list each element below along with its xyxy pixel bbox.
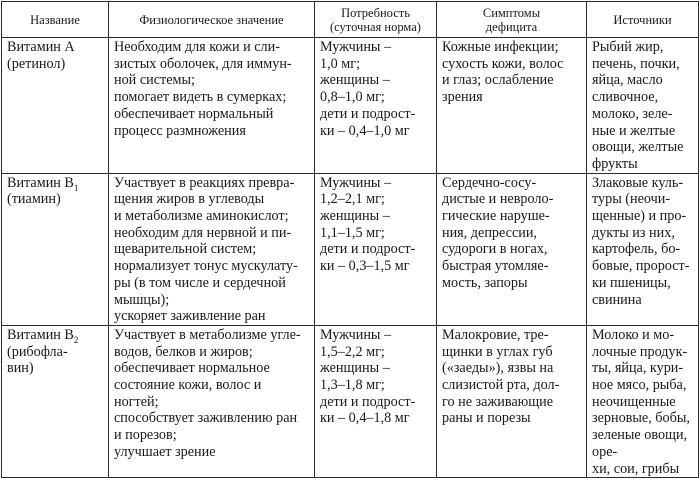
function-item: Участвует в реакциях превра- щения жиров в углеводы и метаболизме аминокислот; xyxy=(114,174,295,225)
header-sources: Источники xyxy=(587,2,699,38)
header-row xyxy=(2,2,699,38)
function-item: помогает видеть в сумерках; xyxy=(114,89,287,106)
header-deficit-line2: дефицита xyxy=(485,19,538,34)
cell-deficit: Кожные инфекции; сухость кожи, волос и глаз; ослабление зрения xyxy=(437,38,587,174)
vitamin-name-text: Витамин В xyxy=(7,326,74,343)
cell-name xyxy=(2,325,109,477)
function-item: ускоряет заживление ран xyxy=(114,308,266,325)
vitamin-name-text: Витамин В xyxy=(7,174,74,191)
table-row xyxy=(2,173,699,325)
cell-deficit: Сердечно-сосу- дистые и невроло- гические наруше- ния, депрессии, судороги в ногах, быстрая утомляе- мость, запоры xyxy=(437,173,587,325)
vitamin-name xyxy=(7,327,103,344)
cell-name xyxy=(2,38,109,174)
cell-function xyxy=(109,325,315,477)
header-function: Физиологическое значение xyxy=(109,2,315,38)
function-item: улучшает зрение xyxy=(114,443,216,460)
function-item: обеспечивает нормальное состояние кожи, волос и ногтей; xyxy=(114,360,270,410)
function-item: необходим для нервной и пи- щеварительной систем; xyxy=(114,224,292,258)
vitamin-table xyxy=(1,1,699,478)
cell-need: Мужчины – 1,0 мг; женщины – 0,8–1,0 мг; дети и подрост- ки – 0,4–1,0 мг xyxy=(315,38,437,174)
cell-sources: Злаковые куль- туры (неочи- щенные) и про- дукты из них, картофель, бо- бовые, пророст- ки пшеницы, свинина xyxy=(587,173,699,325)
vitamin-chemical-name: (тиамин) xyxy=(7,191,61,208)
header-need-line2: (суточная норма) xyxy=(330,19,421,34)
cell-need: Мужчины – 1,2–2,1 мг; женщины – 1,1–1,5 мг; дети и подрост- ки – 0,3–1,5 мг xyxy=(315,173,437,325)
vitamin-chemical-name: (ретинол) xyxy=(7,55,66,72)
vitamin-name-subscript: 2 xyxy=(73,334,79,345)
cell-name xyxy=(2,173,109,325)
vitamin-name xyxy=(7,39,103,56)
function-item: способствует заживлению ран и порезов; xyxy=(114,410,298,444)
vitamin-name xyxy=(7,175,103,192)
function-item: Необходим для кожи и сли- зистых оболочек, для иммун- ной системы; xyxy=(114,39,292,89)
header-name: Название xyxy=(2,2,109,38)
cell-sources: Молоко и мо- лочные продук- ты, яйца, кури- ное мясо, рыба, неочищенные зерновые, бобы, зеленые овощи, оре- хи, сои, грибы xyxy=(587,325,699,477)
vitamin-chemical-name: (рибофла- вин) xyxy=(7,343,68,377)
cell-deficit: Малокровие, тре- щинки в углах губ («заеды»), язвы на слизистой рта, дол- го не заживающие раны и порезы xyxy=(437,325,587,477)
cell-function xyxy=(109,173,315,325)
table-row xyxy=(2,38,699,174)
cell-function xyxy=(109,38,315,174)
function-item: нормализует тонус мускулату- ры (в том числе и сердечной мышцы); xyxy=(114,258,298,308)
header-deficit xyxy=(437,2,587,38)
function-item: Участвует в метаболизме угле- водов, белков и жиров; xyxy=(114,326,301,360)
cell-need: Мужчины – 1,5–2,2 мг; женщины – 1,3–1,8 мг; дети и подрост- ки – 0,4–1,8 мг xyxy=(315,325,437,477)
vitamin-name-subscript: 1 xyxy=(73,182,79,193)
table-row xyxy=(2,325,699,477)
vitamin-name-text: Витамин А xyxy=(7,39,75,55)
cell-sources: Рыбий жир, печень, почки, яйца, масло сливочное, молоко, зеле- ные и желтые овощи, желтые фрукты xyxy=(587,38,699,174)
header-deficit-line1: Симптомы xyxy=(482,5,541,20)
header-need xyxy=(315,2,437,38)
function-item: обеспечивает нормальный процесс размножения xyxy=(114,105,274,139)
header-need-line1: Потребность xyxy=(341,5,410,20)
